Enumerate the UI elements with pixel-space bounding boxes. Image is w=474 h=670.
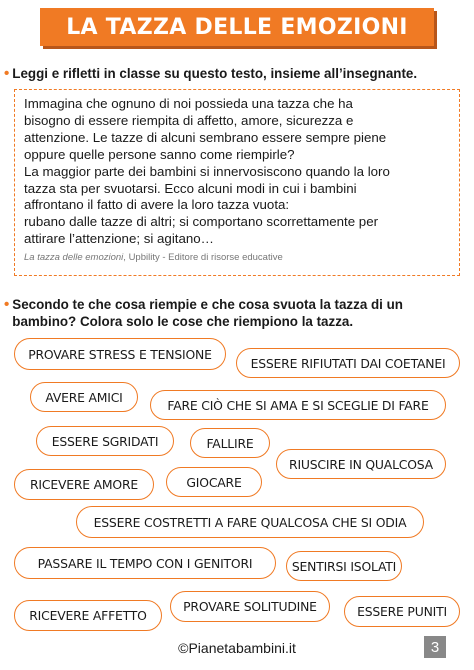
passage-line: tazza sta per svuotarsi. Ecco alcuni modi in cui i bambini — [24, 180, 357, 196]
pill-essere-puniti[interactable] — [344, 596, 460, 627]
pill-label: FALLIRE — [206, 435, 254, 451]
pill-fallire[interactable] — [190, 428, 270, 458]
instruction-read-text: Leggi e rifletti in classe su questo testo, insieme all’insegnante. — [12, 66, 418, 81]
pill-essere-rifiutati[interactable] — [236, 348, 460, 378]
pill-label: ESSERE PUNITI — [357, 604, 447, 619]
pill-label: SENTIRSI ISOLATI — [291, 558, 397, 574]
pill-provare-stress[interactable] — [14, 338, 226, 370]
pill-fare-cio-che-si-ama[interactable] — [150, 390, 446, 420]
pill-ricevere-affetto[interactable] — [14, 600, 162, 631]
reading-passage-box — [14, 89, 460, 276]
footer-credit: ©Pianetabambini.it — [178, 640, 296, 656]
title-banner — [40, 8, 434, 46]
instruction-read — [4, 65, 417, 82]
pill-label: RICEVERE AMORE — [30, 477, 138, 492]
pill-ricevere-amore[interactable] — [14, 469, 154, 500]
pill-provare-solitudine[interactable] — [170, 591, 330, 622]
instruction-color — [4, 296, 403, 330]
passage-line: affrontano il fatto di avere la loro tazza vuota: — [24, 197, 290, 213]
pill-label: RIUSCIRE IN QUALCOSA — [289, 456, 433, 472]
pill-avere-amici[interactable] — [30, 382, 138, 412]
pill-giocare[interactable] — [166, 467, 262, 497]
passage-source — [24, 252, 451, 263]
pill-label: PASSARE IL TEMPO CON I GENITORI — [37, 555, 253, 571]
instruction-color-line2: bambino? Colora solo le cose che riempiono la tazza. — [12, 314, 354, 329]
pill-label: ESSERE SGRIDATI — [51, 433, 159, 449]
passage-line: attirare l’attenzione; si agitano… — [24, 231, 214, 247]
page-number: 3 — [424, 636, 446, 658]
bullet-icon: • — [4, 296, 10, 313]
passage-line: rubano dalle tazze di altri; si comportano scorrettamente per — [24, 214, 379, 230]
pill-label: PROVARE STRESS E TENSIONE — [28, 346, 212, 362]
instruction-color-line1: Secondo te che cosa riempie e che cosa svuota la tazza di un — [12, 297, 403, 312]
pill-label: FARE CIÒ CHE SI AMA E SI SCEGLIE DI FARE — [167, 397, 429, 413]
pill-essere-sgridati[interactable] — [36, 426, 174, 456]
passage-line: bisogno di essere riempita di affetto, amore, sicurezza e — [24, 112, 354, 128]
pill-passare-tempo-genitori[interactable] — [14, 547, 276, 579]
source-title: La tazza delle emozioni — [24, 252, 124, 264]
pill-label: RICEVERE AFFETTO — [29, 608, 147, 623]
source-publisher: , Upbility - Editore di risorse educative — [123, 252, 283, 264]
pill-label: AVERE AMICI — [45, 389, 123, 405]
pill-riuscire[interactable] — [276, 449, 446, 479]
pill-label: ESSERE COSTRETTI A FARE QUALCOSA CHE SI ODIA — [93, 514, 407, 530]
pill-sentirsi-isolati[interactable] — [286, 551, 402, 581]
pill-label: GIOCARE — [186, 474, 242, 490]
passage-line: Immagina che ognuno di noi possieda una tazza che ha — [24, 96, 353, 111]
passage-line: oppure quelle persone sanno come riempirle? — [24, 146, 295, 162]
passage-line: La maggior parte dei bambini si innervosiscono quando la loro — [24, 163, 390, 179]
passage-line: attenzione. Le tazze di alcuni sembrano essere sempre piene — [24, 129, 387, 145]
page-title: LA TAZZA DELLE EMOZIONI — [66, 14, 408, 40]
pill-label: ESSERE RIFIUTATI DAI COETANEI — [250, 355, 446, 371]
pill-essere-costretti[interactable] — [76, 506, 424, 538]
bullet-icon: • — [4, 65, 10, 82]
pill-label: PROVARE SOLITUDINE — [183, 599, 317, 614]
